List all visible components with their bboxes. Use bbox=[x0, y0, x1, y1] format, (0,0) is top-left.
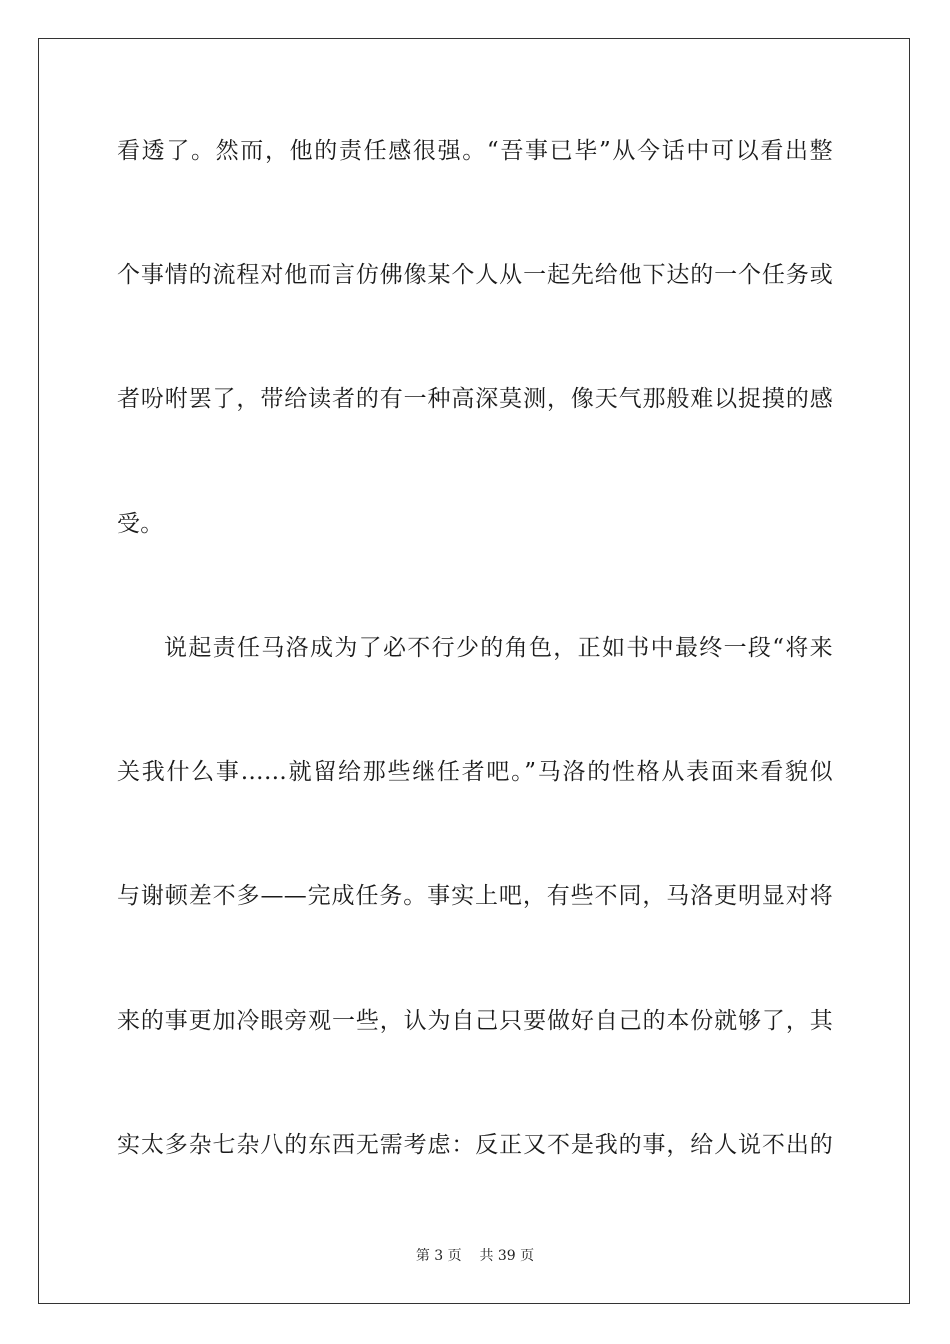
page-footer bbox=[0, 1247, 950, 1265]
text-line-7: 与谢顿差不多——完成任务。事实上吧，有些不同，马洛更明显对将 bbox=[117, 883, 833, 909]
text-line-5: 说起责任马洛成为了必不行少的角色，正如书中最终一段“将来 bbox=[164, 635, 833, 661]
page-total: 共 39 页 bbox=[479, 1248, 535, 1264]
text-line-4: 受。 bbox=[117, 511, 164, 537]
text-line-8: 来的事更加冷眼旁观一些，认为自己只要做好自己的本份就够了，其 bbox=[117, 1008, 833, 1034]
text-line-6: 关我什么事……就留给那些继任者吧。”马洛的性格从表面来看貌似 bbox=[117, 759, 833, 785]
text-line-9: 实太多杂七杂八的东西无需考虑：反正又不是我的事，给人说不出的 bbox=[117, 1132, 833, 1158]
text-line-3: 者吩咐罢了，带给读者的有一种高深莫测，像天气那般难以捉摸的感 bbox=[117, 386, 833, 412]
page-number: 第 3 页 bbox=[415, 1248, 462, 1264]
page-border bbox=[38, 38, 910, 1304]
text-line-1: 看透了。然而，他的责任感很强。“吾事已毕”从今话中可以看出整 bbox=[117, 138, 833, 164]
text-line-2: 个事情的流程对他而言仿佛像某个人从一起先给他下达的一个任务或 bbox=[117, 262, 833, 288]
